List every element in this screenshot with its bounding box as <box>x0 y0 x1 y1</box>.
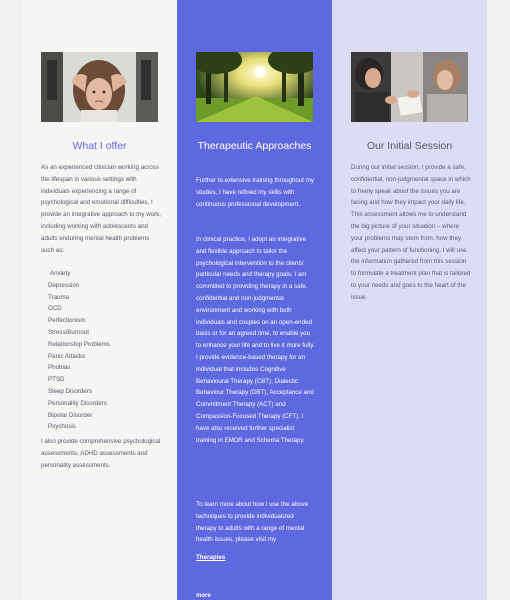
initial-session-heading: Our Initial Session <box>366 140 453 152</box>
list-item: Panic Attacks <box>48 352 86 360</box>
offer-outro-text: I also provide comprehensive psychological assessments, ADHD assessments and personality assessments. <box>41 438 161 469</box>
list-item: PTSD <box>48 376 65 384</box>
approaches-learn-more-text: To learn more about how I use the above techniques to provide individualized therapy to adults with a range of mental health issues, please visit my <box>196 501 309 544</box>
sunlit-forest-photo <box>196 52 313 122</box>
what-i-offer-heading: What I offer <box>72 140 127 152</box>
list-item: Personality Disorders <box>48 399 107 407</box>
list-item: Relationship Problems <box>48 340 110 348</box>
list-item: Phobias <box>48 364 71 372</box>
stressed-woman-photo <box>41 52 158 122</box>
three-column-section <box>22 0 487 600</box>
list-item: Depression <box>48 281 80 289</box>
list-item: Perfectionism <box>48 317 86 325</box>
column-therapeutic-approaches <box>177 0 332 600</box>
list-item: Psychosis <box>48 423 76 431</box>
approaches-learn-more <box>196 499 316 564</box>
list-item: Bipolar Disorder <box>48 411 93 419</box>
therapeutic-approaches-heading: Therapeutic Approaches <box>197 140 312 152</box>
therapy-session-photo <box>351 52 468 122</box>
list-item: Anxiety <box>50 270 71 277</box>
offer-intro-text: As an experienced clinician working across the lifespan in various settings with individuals experiencing a range of psychological and emotional difficulties, I provide an integrative approach to my work, including working with adolescents and adults enduring mental health problems such as: <box>41 164 162 254</box>
initial-session-text: During our initial session, I provide a safe, confidential, non-judgmental space in which to freely speak about the issues you are facing and how they impact your daily life. This assessment allows me to understand the big picture of your situation – where your problems may stem from, how they affect your pattern of functioning. I will use the information gathered from this session to formulate a treatment plan that is tailored to your needs and goes to the heart of the issue. <box>351 164 471 301</box>
column-initial-session <box>332 0 487 600</box>
approaches-training-text: Further to extensive training throughout my studies, I have refined my skills with continuous professional development. <box>196 177 314 208</box>
conditions-list <box>48 268 163 433</box>
list-item: Stress/Burnout <box>48 328 89 336</box>
list-item: Trauma <box>48 293 70 301</box>
list-item: OCD <box>48 305 62 313</box>
therapies-link[interactable]: Therapies <box>196 554 226 562</box>
column-what-i-offer <box>22 0 177 600</box>
approaches-practice-text: In clinical practice, I adopt an integrative and flexible approach to tailor the psychological intervention to the clients' particular needs and therapy goals. I am committed to providing therapy in a safe, confidential and non-judgmental environment and working with both individuals and couples on an open-ended basis or for an agreed time, to enable you to enhance your life and to live it more fully. I provide evidence-based therapy for an individual that includes Cognitive Behavioural Therapy (CBT), Dialectic Behaviour Therapy (DBT), Acceptance and Commitment Therapy (ACT) and Compassion-Focused Therapy (CFT). I have also received further specialist training in EMDR and Schema Therapy. <box>196 236 315 444</box>
more-label: more <box>196 593 211 599</box>
list-item: Sleep Disorders <box>48 387 93 395</box>
